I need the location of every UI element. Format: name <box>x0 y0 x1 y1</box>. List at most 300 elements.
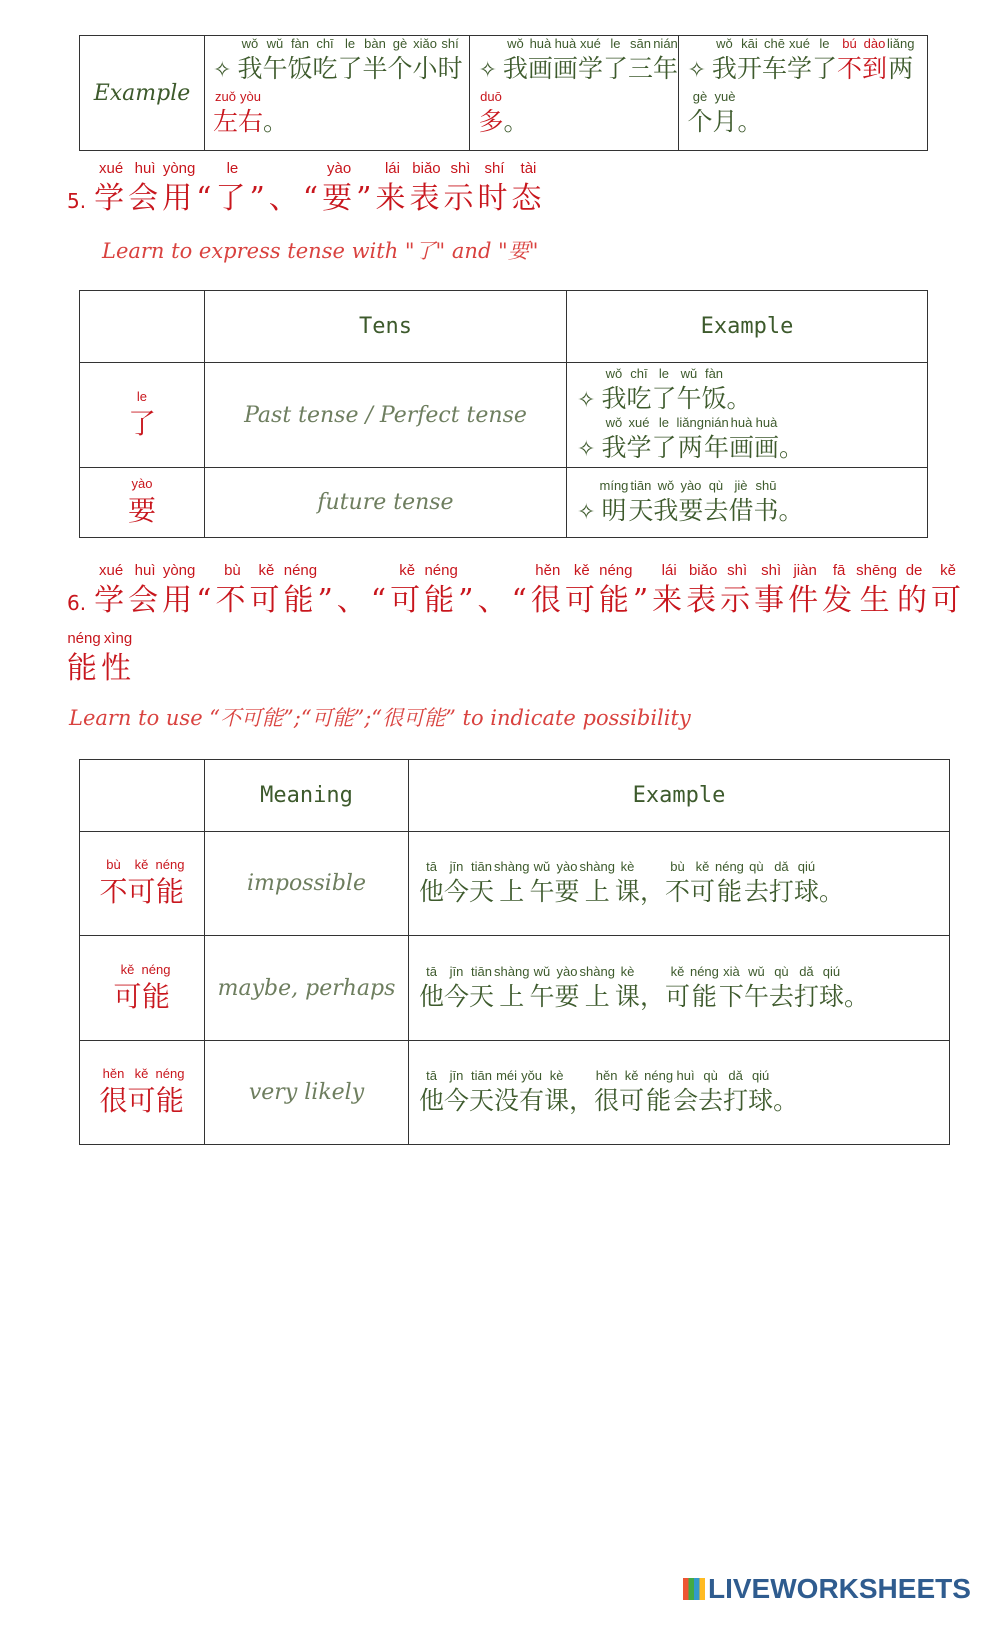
hanzi: 天 <box>469 981 495 1011</box>
pinyin: wǒ <box>601 366 627 381</box>
hanzi-with-pinyin <box>424 562 459 618</box>
hanzi-with-pinyin <box>686 562 721 618</box>
pinyin: xià <box>718 963 744 979</box>
pinyin: qiú <box>793 859 819 874</box>
hanzi: 可 <box>249 583 284 618</box>
hanzi: 学 <box>94 583 129 618</box>
hanzi: 可 <box>619 1086 645 1115</box>
hanzi-with-pinyin <box>626 415 652 462</box>
example-table-1 <box>79 35 928 151</box>
hanzi: 开 <box>736 54 762 83</box>
example-sentence <box>409 832 950 936</box>
hanzi: 我 <box>653 496 679 525</box>
pinyin: fàn <box>701 366 727 381</box>
pinyin: xué <box>94 562 129 579</box>
hanzi: 个 <box>687 107 713 136</box>
pinyin: dǎ <box>723 1068 749 1083</box>
tense-table <box>79 290 928 538</box>
section-5-title <box>94 160 546 216</box>
hanzi-with-pinyin <box>529 963 555 1011</box>
pinyin: nián <box>652 36 678 51</box>
hanzi-with-pinyin <box>761 36 787 83</box>
meaning-cell: very likely <box>205 1041 409 1145</box>
pinyin: shí <box>437 36 463 51</box>
possibility-table <box>79 759 950 1145</box>
hanzi: 去 <box>698 1086 724 1115</box>
hanzi-with-pinyin <box>213 89 239 136</box>
hanzi-with-pinyin <box>602 36 628 83</box>
pinyin: néng <box>141 961 171 977</box>
hanzi-with-pinyin <box>614 963 640 1011</box>
hanzi-with-pinyin <box>519 1068 545 1115</box>
hanzi-with-pinyin <box>714 859 744 906</box>
example-sentence <box>409 936 950 1041</box>
section-6-heading <box>67 562 967 705</box>
hanzi-with-pinyin <box>727 384 752 413</box>
star-icon: ✧ <box>577 388 596 413</box>
hanzi: 态 <box>511 181 546 216</box>
hanzi-with-pinyin <box>862 36 888 83</box>
hanzi: 月 <box>712 107 738 136</box>
pinyin: wǒ <box>502 36 528 51</box>
hanzi: 上 <box>494 877 530 906</box>
pinyin: kě <box>689 859 715 874</box>
hanzi-with-pinyin <box>689 963 719 1011</box>
pinyin: jiè <box>728 478 754 493</box>
hanzi: 可 <box>127 875 156 908</box>
hanzi: 学 <box>626 433 652 462</box>
hanzi-with-pinyin <box>317 583 336 618</box>
hanzi-with-pinyin <box>128 160 163 216</box>
hanzi-with-pinyin <box>753 478 779 525</box>
header-meaning: Meaning <box>205 760 409 832</box>
hanzi-with-pinyin <box>113 961 142 1013</box>
pinyin: tā <box>419 963 444 979</box>
meaning-cell: future tense <box>205 468 567 538</box>
pinyin: wǔ <box>743 963 769 979</box>
star-icon: ✧ <box>687 58 706 83</box>
header-tens: Tens <box>205 291 567 363</box>
hanzi-with-pinyin <box>141 961 171 1013</box>
pinyin: yào <box>678 478 704 493</box>
hanzi: ” <box>317 583 337 618</box>
hanzi-with-pinyin <box>494 859 530 906</box>
hanzi-with-pinyin <box>469 963 495 1011</box>
hanzi-with-pinyin <box>444 1068 470 1115</box>
hanzi-with-pinyin <box>728 415 754 462</box>
hanzi-with-pinyin <box>390 562 425 618</box>
hanzi-with-pinyin <box>155 857 185 908</box>
liveworksheets-logo[interactable] <box>683 1573 971 1605</box>
hanzi: 没 <box>494 1086 520 1115</box>
hanzi: ” <box>458 583 478 618</box>
meaning-cell: maybe, perhaps <box>205 936 409 1041</box>
hanzi-with-pinyin <box>598 562 633 618</box>
hanzi-with-pinyin <box>409 160 444 216</box>
hanzi-with-pinyin <box>931 562 966 618</box>
hanzi: 午 <box>262 54 288 83</box>
hanzi-with-pinyin <box>676 366 702 413</box>
pinyin: jiàn <box>788 562 823 579</box>
hanzi-with-pinyin <box>458 583 477 618</box>
hanzi-with-pinyin <box>811 36 837 83</box>
hanzi-with-pinyin <box>743 963 769 1011</box>
hanzi-with-pinyin <box>564 562 599 618</box>
pinyin: chē <box>761 36 787 51</box>
pinyin: míng <box>599 478 629 493</box>
hanzi: 能 <box>67 651 101 686</box>
hanzi: 去 <box>703 496 729 525</box>
hanzi: 借 <box>728 496 754 525</box>
hanzi: 不 <box>664 877 690 906</box>
hanzi: 他 <box>419 877 445 906</box>
hanzi-with-pinyin <box>599 478 629 525</box>
hanzi-with-pinyin <box>711 36 737 83</box>
hanzi-with-pinyin <box>736 36 762 83</box>
hanzi: 示 <box>720 583 755 618</box>
hanzi: 时 <box>477 181 512 216</box>
hanzi: 能 <box>424 583 459 618</box>
pinyin: tā <box>419 1068 444 1083</box>
star-icon: ✧ <box>577 437 596 462</box>
pinyin: wǔ <box>529 963 555 979</box>
pinyin: huì <box>128 562 163 579</box>
hanzi-with-pinyin <box>469 859 495 906</box>
pinyin: qù <box>768 963 794 979</box>
hanzi-with-pinyin <box>633 583 652 618</box>
hanzi: 要 <box>127 494 156 527</box>
pinyin: bàn <box>362 36 388 51</box>
hanzi: 我 <box>502 54 528 83</box>
hanzi-with-pinyin <box>703 478 729 525</box>
section-5-heading <box>67 160 545 217</box>
hanzi-with-pinyin <box>738 107 763 136</box>
hanzi-with-pinyin <box>215 562 250 618</box>
pinyin: xiǎo <box>412 36 438 51</box>
pinyin: zuǒ <box>213 89 238 104</box>
hanzi: 画 <box>728 433 754 462</box>
hanzi-with-pinyin <box>511 583 530 618</box>
pinyin: tiān <box>628 478 654 493</box>
pinyin: xué <box>94 160 129 177</box>
section-6-title <box>67 562 966 686</box>
pinyin: kě <box>127 857 156 872</box>
hanzi-with-pinyin <box>701 366 727 413</box>
pinyin: huà <box>552 36 578 51</box>
hanzi: 会 <box>673 1086 699 1115</box>
hanzi: 午 <box>676 384 702 413</box>
hanzi: 用 <box>162 583 197 618</box>
pinyin: néng <box>67 630 101 647</box>
pinyin: kě <box>249 562 284 579</box>
hanzi: 事 <box>754 583 789 618</box>
hanzi-with-pinyin <box>773 1086 798 1115</box>
hanzi-with-pinyin <box>127 1066 156 1117</box>
pinyin: yòng <box>162 562 197 579</box>
pinyin: dào <box>862 36 888 51</box>
hanzi: 能 <box>714 877 744 906</box>
hanzi-with-pinyin <box>793 859 819 906</box>
pinyin: néng <box>155 1066 185 1081</box>
hanzi: 会 <box>128 181 163 216</box>
hanzi-with-pinyin <box>676 415 704 462</box>
hanzi: 打 <box>723 1086 749 1115</box>
hanzi: 右 <box>238 107 264 136</box>
hanzi: ， <box>639 877 665 906</box>
hanzi-with-pinyin <box>552 36 578 83</box>
section-number: 5. <box>67 189 87 213</box>
section-6-english: Learn to use “不可能”;“可能”;“很可能” to indicate possibility <box>69 706 691 730</box>
hanzi-with-pinyin <box>778 496 803 525</box>
hanzi: 画 <box>753 433 779 462</box>
hanzi-with-pinyin <box>818 963 844 1011</box>
hanzi-with-pinyin <box>196 583 215 618</box>
pinyin: huà <box>527 36 553 51</box>
hanzi: 了 <box>651 433 677 462</box>
hanzi-with-pinyin <box>443 160 478 216</box>
pinyin: hěn <box>99 1066 128 1081</box>
pinyin: duō <box>478 89 504 104</box>
hanzi: 午 <box>529 877 555 906</box>
hanzi: 个 <box>387 54 413 83</box>
hanzi: 年 <box>652 54 678 83</box>
hanzi: 到 <box>862 54 888 83</box>
pinyin: xué <box>786 36 812 51</box>
hanzi-with-pinyin <box>673 1068 699 1115</box>
hanzi: 会 <box>128 583 163 618</box>
hanzi: “ <box>196 181 216 216</box>
pinyin: shū <box>753 478 779 493</box>
hanzi: 他 <box>419 1086 445 1115</box>
hanzi-with-pinyin <box>444 963 470 1011</box>
logo-text: LIVEWORKSHEETS <box>708 1573 971 1604</box>
hanzi: 的 <box>897 583 932 618</box>
pinyin: le <box>215 160 250 177</box>
pinyin: jīn <box>444 859 470 874</box>
hanzi-with-pinyin <box>238 89 264 136</box>
hanzi: 能 <box>689 981 719 1011</box>
hanzi: 去 <box>743 877 769 906</box>
hanzi-with-pinyin <box>720 562 755 618</box>
pinyin: kě <box>113 961 142 977</box>
hanzi-with-pinyin <box>579 963 615 1011</box>
pinyin: kè <box>544 1068 570 1083</box>
hanzi-with-pinyin <box>887 36 915 83</box>
hanzi: 天 <box>628 496 654 525</box>
hanzi-with-pinyin <box>768 859 794 906</box>
pinyin: wǔ <box>529 859 555 874</box>
pinyin: kě <box>390 562 425 579</box>
pinyin: huà <box>728 415 754 430</box>
hanzi: 半 <box>362 54 388 83</box>
hanzi: 用 <box>162 181 197 216</box>
hanzi-with-pinyin <box>412 36 438 83</box>
pinyin: wǒ <box>653 478 679 493</box>
hanzi-with-pinyin <box>263 107 288 136</box>
hanzi: 了 <box>811 54 837 83</box>
hanzi: 很 <box>594 1086 620 1115</box>
hanzi: 课 <box>614 877 640 906</box>
hanzi-with-pinyin <box>101 630 135 686</box>
pinyin: xìng <box>101 630 135 647</box>
hanzi-with-pinyin <box>793 963 819 1011</box>
hanzi-with-pinyin <box>249 181 268 216</box>
hanzi: 了 <box>215 181 250 216</box>
hanzi-with-pinyin <box>162 160 197 216</box>
pinyin: kě <box>664 963 690 979</box>
hanzi-with-pinyin <box>554 963 580 1011</box>
hanzi-with-pinyin <box>477 583 511 618</box>
hanzi: 要 <box>554 877 580 906</box>
pinyin: qù <box>698 1068 724 1083</box>
hanzi: ” <box>632 583 653 618</box>
hanzi: 三 <box>627 54 653 83</box>
hanzi: 今 <box>444 877 470 906</box>
pinyin: wǔ <box>676 366 702 381</box>
hanzi-with-pinyin <box>94 160 129 216</box>
hanzi-with-pinyin <box>128 562 163 618</box>
pinyin: yào <box>127 476 156 491</box>
hanzi-with-pinyin <box>577 36 603 83</box>
hanzi-with-pinyin <box>837 36 863 83</box>
hanzi: 上 <box>494 981 530 1011</box>
hanzi: 可 <box>664 981 690 1011</box>
pinyin: kě <box>931 562 966 579</box>
pinyin: biǎo <box>686 562 721 579</box>
pinyin: shàng <box>579 963 615 979</box>
hanzi-with-pinyin <box>437 36 463 83</box>
hanzi: 。 <box>773 1086 799 1115</box>
hanzi: 天 <box>469 1086 495 1115</box>
hanzi-with-pinyin <box>529 859 555 906</box>
hanzi: 、 <box>268 181 303 216</box>
hanzi: 能 <box>155 1084 185 1117</box>
pinyin: le <box>602 36 628 51</box>
pinyin: huì <box>673 1068 699 1083</box>
hanzi: 性 <box>101 651 135 686</box>
pinyin: qù <box>703 478 729 493</box>
hanzi-with-pinyin <box>640 982 665 1011</box>
hanzi-with-pinyin <box>594 1068 620 1115</box>
pinyin: xué <box>577 36 603 51</box>
pinyin: tiān <box>469 1068 495 1083</box>
hanzi: 去 <box>768 981 794 1011</box>
hanzi-with-pinyin <box>897 562 932 618</box>
hanzi-with-pinyin <box>651 415 677 462</box>
hanzi-with-pinyin <box>67 630 101 686</box>
hanzi-with-pinyin <box>652 36 678 83</box>
star-icon: ✧ <box>577 500 596 525</box>
pinyin: lái <box>375 160 410 177</box>
hanzi: 很 <box>99 1084 128 1117</box>
hanzi: 画 <box>527 54 553 83</box>
hanzi-with-pinyin <box>494 963 530 1011</box>
pinyin: le <box>651 415 677 430</box>
pinyin: yào <box>554 963 580 979</box>
example-label: Example <box>93 80 191 106</box>
hanzi: 可 <box>689 877 715 906</box>
hanzi-with-pinyin <box>356 181 375 216</box>
hanzi-with-pinyin <box>494 1068 520 1115</box>
hanzi: 今 <box>444 1086 470 1115</box>
hanzi-with-pinyin <box>530 562 565 618</box>
pinyin: méi <box>494 1068 520 1083</box>
hanzi: 多 <box>478 107 504 136</box>
pinyin: yǒu <box>519 1068 545 1083</box>
pinyin: sān <box>627 36 653 51</box>
hanzi-with-pinyin <box>303 181 322 216</box>
hanzi: 。 <box>263 107 289 136</box>
hanzi-with-pinyin <box>728 478 754 525</box>
hanzi-with-pinyin <box>786 36 812 83</box>
hanzi-with-pinyin <box>237 36 263 83</box>
section-5-english: Learn to express tense with "了" and "要" <box>102 239 539 263</box>
pinyin: néng <box>424 562 459 579</box>
hanzi-with-pinyin <box>712 89 738 136</box>
hanzi: 能 <box>155 875 185 908</box>
hanzi: 小 <box>412 54 438 83</box>
hanzi: 、 <box>477 583 512 618</box>
pinyin: xué <box>626 415 652 430</box>
hanzi: 生 <box>856 583 898 618</box>
pinyin: néng <box>689 963 719 979</box>
pinyin: huì <box>128 160 163 177</box>
hanzi: 年 <box>703 433 729 462</box>
hanzi: 要 <box>554 981 580 1011</box>
hanzi-with-pinyin <box>819 877 844 906</box>
hanzi-with-pinyin <box>748 1068 774 1115</box>
hanzi: 饭 <box>287 54 313 83</box>
hanzi-with-pinyin <box>822 562 857 618</box>
hanzi-with-pinyin <box>664 963 690 1011</box>
hanzi: ” <box>249 181 269 216</box>
hanzi-with-pinyin <box>718 963 744 1011</box>
hanzi: 打 <box>793 981 819 1011</box>
section-number: 6. <box>67 591 87 615</box>
hanzi-with-pinyin <box>419 1068 445 1115</box>
word-cell <box>80 1041 205 1145</box>
hanzi-with-pinyin <box>469 1068 495 1115</box>
word-cell <box>80 363 205 468</box>
hanzi-with-pinyin <box>698 1068 724 1115</box>
hanzi: 球 <box>748 1086 774 1115</box>
pinyin: chī <box>626 366 652 381</box>
hanzi: 了 <box>651 384 677 413</box>
hanzi: 可 <box>113 979 142 1013</box>
pinyin: shēng <box>856 562 898 579</box>
hanzi-with-pinyin <box>196 181 215 216</box>
pinyin: bù <box>664 859 690 874</box>
star-icon: ✧ <box>213 58 232 83</box>
hanzi-with-pinyin <box>419 859 445 906</box>
hanzi-with-pinyin <box>644 1068 674 1115</box>
hanzi: 示 <box>443 181 478 216</box>
hanzi: 发 <box>822 583 857 618</box>
hanzi: 两 <box>676 433 704 462</box>
hanzi: 能 <box>598 583 633 618</box>
hanzi-with-pinyin <box>527 36 553 83</box>
hanzi-with-pinyin <box>768 963 794 1011</box>
hanzi: 饭 <box>701 384 727 413</box>
pinyin: liǎng <box>887 36 915 51</box>
hanzi-with-pinyin <box>844 982 869 1011</box>
hanzi-with-pinyin <box>312 36 338 83</box>
pinyin: chī <box>312 36 338 51</box>
pinyin: yào <box>322 160 357 177</box>
pinyin: bù <box>99 857 128 872</box>
hanzi-with-pinyin <box>362 36 388 83</box>
hanzi-with-pinyin <box>601 366 627 413</box>
